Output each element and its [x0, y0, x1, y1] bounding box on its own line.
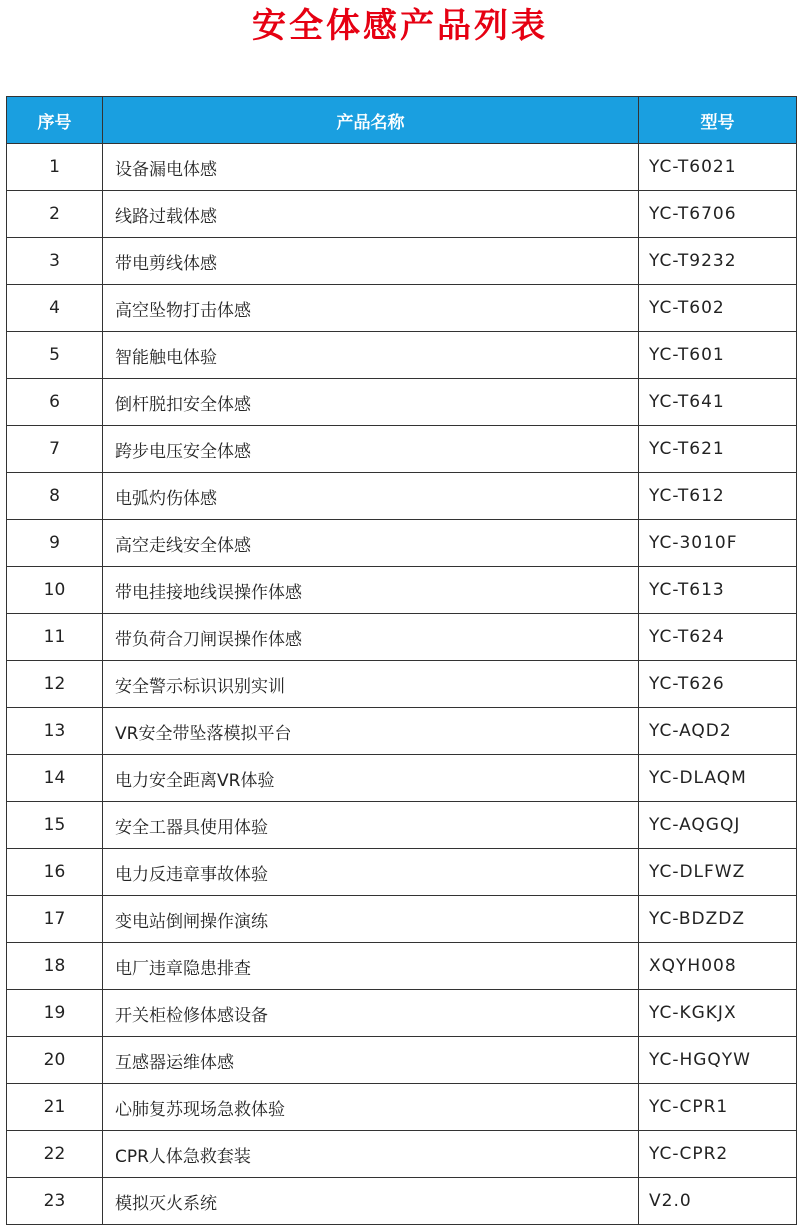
row-product-name: 心肺复苏现场急救体验	[103, 1084, 639, 1131]
row-index: 21	[7, 1084, 103, 1131]
row-product-name: 跨步电压安全体感	[103, 426, 639, 473]
row-model: YC-CPR1	[639, 1084, 797, 1131]
row-model: YC-T601	[639, 332, 797, 379]
row-index: 20	[7, 1037, 103, 1084]
row-index: 3	[7, 238, 103, 285]
table-row	[7, 332, 797, 379]
row-model: YC-T626	[639, 661, 797, 708]
row-model: YC-T612	[639, 473, 797, 520]
table-header-row	[7, 97, 797, 144]
table-row	[7, 1178, 797, 1225]
row-product-name: 高空走线安全体感	[103, 520, 639, 567]
table-row	[7, 614, 797, 661]
row-index: 1	[7, 144, 103, 191]
row-index: 22	[7, 1131, 103, 1178]
row-product-name: 安全工器具使用体验	[103, 802, 639, 849]
row-model: XQYH008	[639, 943, 797, 990]
row-product-name: 电力反违章事故体验	[103, 849, 639, 896]
row-product-name: 模拟灭火系统	[103, 1178, 639, 1225]
row-index: 13	[7, 708, 103, 755]
row-model: YC-T6706	[639, 191, 797, 238]
row-product-name: 电弧灼伤体感	[103, 473, 639, 520]
page-title: 安全体感产品列表	[252, 6, 548, 46]
row-model: YC-T613	[639, 567, 797, 614]
row-model: V2.0	[639, 1178, 797, 1225]
row-model: YC-DLFWZ	[639, 849, 797, 896]
row-model: YC-T621	[639, 426, 797, 473]
table-row	[7, 1131, 797, 1178]
row-product-name: 高空坠物打击体感	[103, 285, 639, 332]
row-product-name: CPR人体急救套装	[103, 1131, 639, 1178]
row-product-name: 电厂违章隐患排查	[103, 943, 639, 990]
row-product-name: VR安全带坠落模拟平台	[103, 708, 639, 755]
product-table	[6, 96, 797, 1225]
row-product-name: 电力安全距离VR体验	[103, 755, 639, 802]
table-row	[7, 802, 797, 849]
table-row	[7, 191, 797, 238]
row-index: 10	[7, 567, 103, 614]
row-model: YC-T641	[639, 379, 797, 426]
table-row	[7, 144, 797, 191]
row-index: 6	[7, 379, 103, 426]
row-product-name: 倒杆脱扣安全体感	[103, 379, 639, 426]
table-row	[7, 238, 797, 285]
row-index: 16	[7, 849, 103, 896]
table-row	[7, 285, 797, 332]
row-model: YC-HGQYW	[639, 1037, 797, 1084]
row-product-name: 带负荷合刀闸误操作体感	[103, 614, 639, 661]
row-product-name: 互感器运维体感	[103, 1037, 639, 1084]
table-body	[7, 144, 797, 1225]
table-row	[7, 896, 797, 943]
table-row	[7, 1037, 797, 1084]
row-model: YC-AQGQJ	[639, 802, 797, 849]
header-index: 序号	[7, 97, 103, 144]
table-row	[7, 708, 797, 755]
table-row	[7, 849, 797, 896]
row-index: 7	[7, 426, 103, 473]
row-product-name: 带电挂接地线误操作体感	[103, 567, 639, 614]
header-model: 型号	[639, 97, 797, 144]
row-index: 18	[7, 943, 103, 990]
row-index: 4	[7, 285, 103, 332]
row-index: 8	[7, 473, 103, 520]
row-product-name: 变电站倒闸操作演练	[103, 896, 639, 943]
table-row	[7, 1084, 797, 1131]
table-row	[7, 426, 797, 473]
row-model: YC-BDZDZ	[639, 896, 797, 943]
row-product-name: 安全警示标识识别实训	[103, 661, 639, 708]
row-product-name: 设备漏电体感	[103, 144, 639, 191]
row-product-name: 开关柜检修体感设备	[103, 990, 639, 1037]
table-row	[7, 520, 797, 567]
row-index: 15	[7, 802, 103, 849]
row-model: YC-KGKJX	[639, 990, 797, 1037]
row-model: YC-CPR2	[639, 1131, 797, 1178]
row-model: YC-AQD2	[639, 708, 797, 755]
row-index: 19	[7, 990, 103, 1037]
table-row	[7, 567, 797, 614]
row-model: YC-T6021	[639, 144, 797, 191]
row-product-name: 智能触电体验	[103, 332, 639, 379]
row-model: YC-T624	[639, 614, 797, 661]
table-row	[7, 755, 797, 802]
row-product-name: 带电剪线体感	[103, 238, 639, 285]
row-index: 2	[7, 191, 103, 238]
row-index: 14	[7, 755, 103, 802]
row-index: 11	[7, 614, 103, 661]
row-index: 12	[7, 661, 103, 708]
table-row	[7, 990, 797, 1037]
table-row	[7, 661, 797, 708]
header-product-name: 产品名称	[103, 97, 639, 144]
row-model: YC-T9232	[639, 238, 797, 285]
row-index: 5	[7, 332, 103, 379]
table-row	[7, 379, 797, 426]
row-product-name: 线路过载体感	[103, 191, 639, 238]
row-model: YC-DLAQM	[639, 755, 797, 802]
row-index: 23	[7, 1178, 103, 1225]
table-row	[7, 943, 797, 990]
row-model: YC-3010F	[639, 520, 797, 567]
row-index: 17	[7, 896, 103, 943]
table-row	[7, 473, 797, 520]
row-index: 9	[7, 520, 103, 567]
row-model: YC-T602	[639, 285, 797, 332]
